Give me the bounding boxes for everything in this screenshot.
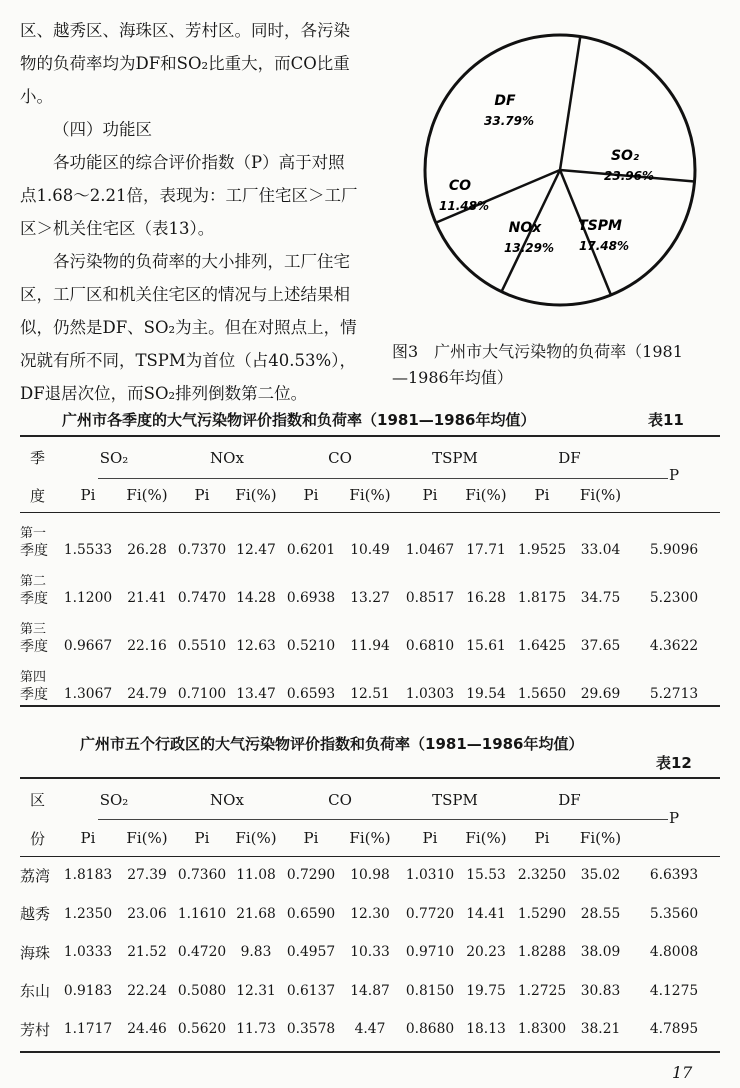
- row-label: 芳村: [20, 1020, 51, 1039]
- figure-caption: [392, 339, 732, 391]
- table-row: [20, 656, 720, 704]
- table12: [20, 779, 720, 1049]
- table-cell: 37.65: [580, 638, 621, 654]
- table-cell: 0.5080: [177, 982, 227, 999]
- row-label: 荔湾: [20, 866, 51, 885]
- row-label: 海珠: [20, 943, 51, 962]
- table-row: [20, 972, 720, 1011]
- table-cell: 0.9183: [63, 982, 113, 999]
- row-label-line1: 第四: [20, 670, 47, 685]
- table12-title: 广州市五个行政区的大气污染物评价指数和负荷率（1981—1986年均值）: [80, 735, 584, 753]
- table-cell: 1.5533: [63, 542, 113, 558]
- table-cell: 19.54: [466, 686, 506, 702]
- table-cell: 38.21: [580, 1021, 621, 1038]
- table-cell: 11.94: [350, 638, 390, 654]
- table-row: [20, 1010, 720, 1049]
- table-cell: 12.31: [236, 982, 276, 999]
- table-cell: 12.51: [350, 686, 390, 702]
- table12-pollutant-tspm: TSPM: [432, 790, 478, 809]
- table-cell: 14.41: [466, 905, 506, 922]
- table-cell: 23.06: [127, 905, 167, 922]
- pie-slice-label: SO₂: [610, 148, 640, 164]
- table-cell: 10.49: [350, 542, 390, 558]
- row-label-line1: 第二: [20, 574, 47, 589]
- pie-slice-value: 13.29%: [504, 241, 554, 255]
- table-cell: 1.8300: [517, 1021, 567, 1038]
- table-cell: 10.33: [350, 944, 390, 961]
- table12-fi-header: Fi(%): [349, 829, 391, 847]
- table-row: [20, 512, 720, 560]
- table-cell: 22.16: [127, 638, 167, 654]
- table12-pollutant-df: DF: [558, 790, 581, 809]
- table-cell: 0.4957: [286, 944, 336, 961]
- pie-slice-value: 23.96%: [604, 169, 654, 183]
- table-cell: 29.69: [580, 686, 621, 702]
- table11-pollutant-co: CO: [328, 448, 352, 467]
- table-cell: 10.98: [350, 867, 390, 884]
- table-cell: 14.87: [350, 982, 390, 999]
- table-cell: 0.6938: [286, 590, 336, 606]
- table-cell: 17.71: [466, 542, 506, 558]
- table-cell: 0.7720: [405, 905, 455, 922]
- table-cell: 18.13: [466, 1021, 506, 1038]
- row-label: 东山: [20, 982, 51, 1001]
- table-cell: 0.7470: [177, 590, 227, 606]
- table12-pi-header: Pi: [534, 829, 550, 847]
- table12-row-head-top: 区: [29, 791, 45, 809]
- table-cell: 12.30: [350, 905, 390, 922]
- table-cell: 1.5290: [517, 905, 567, 922]
- table-row: [20, 608, 720, 656]
- pie-slice-label: TSPM: [578, 218, 622, 234]
- table12-fi-header: Fi(%): [465, 829, 507, 847]
- table-cell: 12.63: [236, 638, 276, 654]
- table12-fi-header: Fi(%): [579, 829, 622, 847]
- row-label: [20, 608, 55, 656]
- table-cell: 12.47: [236, 542, 276, 558]
- table-cell: 1.5650: [517, 686, 567, 702]
- body-text: [20, 14, 360, 410]
- table-cell: 35.02: [580, 867, 621, 884]
- table-cell: 0.7100: [177, 686, 227, 702]
- table12-p-header: P: [668, 808, 680, 827]
- pie-slice-label: DF: [494, 93, 516, 109]
- table-cell: 26.28: [127, 542, 167, 558]
- table-cell: 1.1200: [63, 590, 113, 606]
- figure-caption-line2: —1986年均值）: [392, 368, 513, 387]
- table-cell: 1.8288: [517, 944, 567, 961]
- table-cell: 34.75: [580, 590, 621, 606]
- table11-pollutant-df: DF: [558, 448, 581, 467]
- table-row: [20, 560, 720, 608]
- table12-fi-header: Fi(%): [235, 829, 277, 847]
- table-cell: 0.6201: [286, 542, 336, 558]
- table-cell: 4.1275: [649, 982, 699, 999]
- table-cell: 1.0303: [405, 686, 455, 702]
- table12-pi-header: Pi: [80, 829, 96, 847]
- row-label-line1: 第一: [20, 526, 47, 541]
- table-cell: 33.04: [580, 542, 621, 558]
- row-label: [20, 656, 55, 704]
- table-cell: 1.9525: [517, 542, 567, 558]
- table-cell: 1.3067: [63, 686, 113, 702]
- table12-pollutant-so2: SO₂: [99, 790, 129, 809]
- pie-slice-label: NOx: [508, 220, 542, 236]
- table-cell: 11.08: [236, 867, 276, 884]
- table-cell: 1.0467: [405, 542, 455, 558]
- table-cell: 1.2725: [517, 982, 567, 999]
- table11-pollutant-tspm: TSPM: [432, 448, 478, 467]
- table-cell: 0.8680: [405, 1021, 455, 1038]
- table-cell: 0.9667: [63, 638, 113, 654]
- table-cell: 1.0333: [63, 944, 113, 961]
- table-cell: 0.7360: [177, 867, 227, 884]
- table-cell: 5.3560: [649, 905, 699, 922]
- table12-body: [20, 856, 720, 1049]
- table-cell: 28.55: [580, 905, 621, 922]
- table-cell: 6.6393: [649, 867, 699, 884]
- table11-pi-header: Pi: [80, 486, 96, 504]
- table-cell: 2.3250: [517, 867, 567, 884]
- page-number: 17: [672, 1063, 693, 1082]
- table-cell: 1.6425: [517, 638, 567, 654]
- table-cell: 1.8175: [517, 590, 567, 606]
- pie-chart: [410, 0, 730, 330]
- table-cell: 13.47: [236, 686, 276, 702]
- table11-row-head-top: 季: [29, 449, 45, 467]
- table12-bottom-rule: [20, 1051, 720, 1053]
- table-cell: 0.8517: [405, 590, 455, 606]
- figure-caption-line1: 图3 广州市大气污染物的负荷率（1981: [392, 342, 683, 361]
- table11-fi-header: Fi(%): [465, 486, 507, 504]
- table11-pi-header: Pi: [194, 486, 210, 504]
- table-cell: 11.73: [236, 1021, 276, 1038]
- table11-pi-header: Pi: [303, 486, 319, 504]
- pie-slice-label: CO: [448, 178, 472, 194]
- table-row: [20, 933, 720, 972]
- table-cell: 0.6137: [286, 982, 336, 999]
- table-cell: 4.47: [354, 1021, 386, 1038]
- table11-body: [20, 512, 720, 704]
- table12-row-head-bottom: 份: [29, 829, 45, 848]
- table-cell: 30.83: [580, 982, 621, 999]
- table11-fi-header: Fi(%): [579, 486, 622, 504]
- table11-fi-header: Fi(%): [349, 486, 391, 504]
- table-cell: 9.83: [240, 944, 272, 961]
- table-cell: 0.7290: [286, 867, 336, 884]
- table-cell: 0.5620: [177, 1021, 227, 1038]
- table-cell: 0.7370: [177, 542, 227, 558]
- table-cell: 15.53: [466, 867, 506, 884]
- table-cell: 5.2713: [649, 686, 699, 702]
- row-label-line2: 季度: [20, 687, 48, 703]
- table-cell: 16.28: [466, 590, 506, 606]
- table-row: [20, 895, 720, 934]
- paragraph-3: 各污染物的负荷率的大小排列，工厂住宅区，工厂区和机关住宅区的情况与上述结果相似，仍然是DF、SO₂为主。但在对照点上，情况就有所不同，TSPM为首位（占40.53%），DF退居次位，而SO₂排列倒数第二位。: [20, 252, 357, 403]
- table12-number: 表12: [656, 754, 692, 772]
- row-label: 越秀: [20, 905, 51, 924]
- table-cell: 0.8150: [405, 982, 455, 999]
- pie-slice-value: 17.48%: [579, 239, 629, 253]
- table-cell: 24.46: [127, 1021, 167, 1038]
- table11-pi-header: Pi: [422, 486, 438, 504]
- table11-fi-header: Fi(%): [126, 486, 168, 504]
- table-cell: 21.52: [127, 944, 167, 961]
- table12-pi-header: Pi: [194, 829, 210, 847]
- table-cell: 0.4720: [177, 944, 227, 961]
- table-cell: 1.8183: [63, 867, 113, 884]
- table-cell: 4.3622: [649, 638, 699, 654]
- table-cell: 0.6593: [286, 686, 336, 702]
- table-cell: 24.79: [127, 686, 167, 702]
- table12-pollutant-nox: NOx: [210, 790, 244, 809]
- table-cell: 14.28: [236, 590, 276, 606]
- table-cell: 0.9710: [405, 944, 455, 961]
- table12-pi-header: Pi: [422, 829, 438, 847]
- row-label: [20, 512, 55, 560]
- table-cell: 27.39: [127, 867, 167, 884]
- table-cell: 0.3578: [286, 1021, 336, 1038]
- table-cell: 38.09: [580, 944, 621, 961]
- table11-fi-header: Fi(%): [235, 486, 277, 504]
- table-cell: 22.24: [127, 982, 167, 999]
- table-cell: 0.6810: [405, 638, 455, 654]
- table11-pi-header: Pi: [534, 486, 550, 504]
- table-cell: 21.41: [127, 590, 167, 606]
- table-cell: 19.75: [466, 982, 506, 999]
- table-cell: 0.5210: [286, 638, 336, 654]
- table12-pi-header: Pi: [303, 829, 319, 847]
- table-cell: 5.2300: [649, 590, 699, 606]
- table-cell: 1.2350: [63, 905, 113, 922]
- section-heading-functional-zone: （四）功能区: [53, 120, 152, 139]
- table-cell: 13.27: [350, 590, 390, 606]
- table12-fi-header: Fi(%): [126, 829, 168, 847]
- table11-pollutant-so2: SO₂: [99, 448, 129, 467]
- table-cell: 1.1717: [63, 1021, 113, 1038]
- table11-pollutant-nox: NOx: [210, 448, 244, 467]
- table11-number: 表11: [648, 411, 684, 429]
- table-cell: 15.61: [466, 638, 506, 654]
- table-cell: 1.1610: [177, 905, 227, 922]
- table11-title: 广州市各季度的大气污染物评价指数和负荷率（1981—1986年均值）: [62, 411, 536, 429]
- row-label: [20, 560, 55, 608]
- table12-pollutant-co: CO: [328, 790, 352, 809]
- table-cell: 20.23: [466, 944, 506, 961]
- row-label-line1: 第三: [20, 622, 47, 637]
- table-cell: 21.68: [236, 905, 276, 922]
- table11: [20, 437, 720, 704]
- table-cell: 0.6590: [286, 905, 336, 922]
- row-label-line2: 季度: [20, 543, 48, 559]
- pie-slice-value: 11.48%: [439, 199, 489, 213]
- paragraph-2: 各功能区的综合评价指数（P）高于对照点1.68～2.21倍，表现为：工厂住宅区＞工厂区＞机关住宅区（表13）。: [20, 153, 358, 238]
- row-label-line2: 季度: [20, 639, 48, 655]
- table-cell: 1.0310: [405, 867, 455, 884]
- table-cell: 0.5510: [177, 638, 227, 654]
- table-row: [20, 856, 720, 895]
- pie-slice-value: 33.79%: [484, 114, 534, 128]
- table-cell: 5.9096: [649, 542, 699, 558]
- paragraph-1: 区、越秀区、海珠区、芳村区。同时，各污染物的负荷率均为DF和SO₂比重大，而CO比重小。: [20, 21, 350, 106]
- table-cell: 4.8008: [649, 944, 699, 961]
- row-label-line2: 季度: [20, 591, 48, 607]
- table11-row-head-bottom: 度: [29, 486, 45, 505]
- table11-p-header: P: [668, 465, 680, 484]
- table-cell: 4.7895: [649, 1021, 699, 1038]
- table11-bottom-rule: [20, 705, 720, 707]
